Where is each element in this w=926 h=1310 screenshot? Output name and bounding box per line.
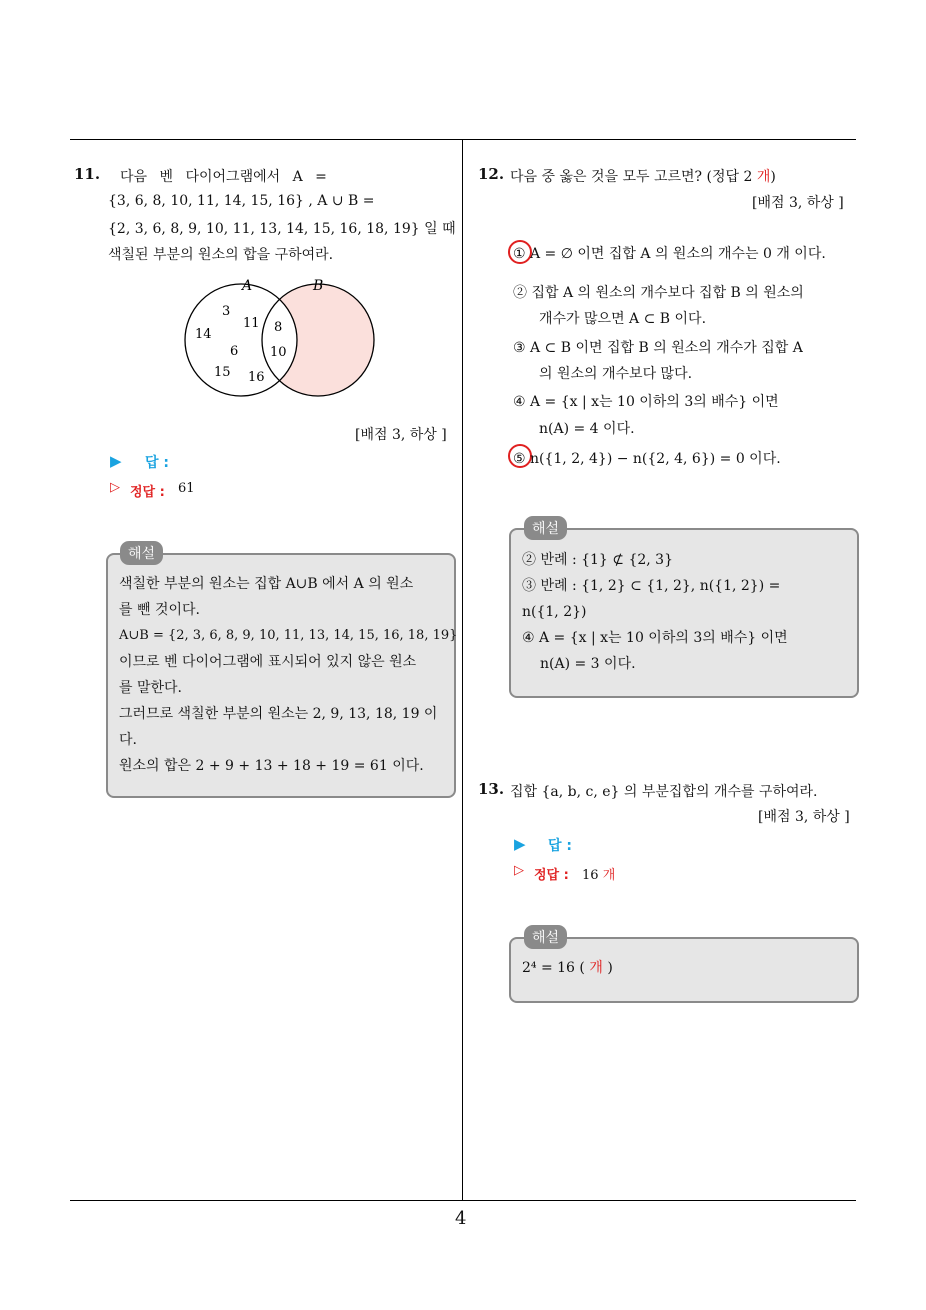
option-4-continued: n(A) = 4 이다. [539,421,635,437]
option-3-continued: 의 원소의 개수보다 많다. [539,366,693,382]
venn-element: 14 [195,327,212,342]
option-3[interactable]: ③ A ⊂ B 이면 집합 B 의 원소의 개수가 집합 A [513,340,803,356]
correct-value [582,864,615,883]
venn-diagram [180,272,380,402]
question-number: 11. [74,165,101,183]
explanation-unit: 개 [589,960,603,976]
question-text-line: 색칠된 부분의 원소의 합을 구하여라. [108,247,334,263]
venn-element: 10 [270,345,287,360]
explanation-line: 다. [119,732,137,748]
explanation-line: ④ A = {x | x는 10 이하의 3의 배수} 이면 [522,630,788,646]
correct-arrow-icon: ▷ [514,863,524,878]
explanation-line: n({1, 2}) [522,604,587,620]
explanation-line: 를 말한다. [119,680,182,696]
question-number: 13. [478,780,505,798]
answer-label: 답 : [548,838,572,854]
question-text-line: {3, 6, 8, 10, 11, 14, 15, 16} , A ∪ B = [108,193,375,209]
venn-element: 6 [230,344,239,359]
explanation-line: ③ 반례 : {1, 2} ⊂ {1, 2}, n({1, 2}) = [522,578,781,594]
explanation-tag: 해설 [524,516,567,540]
question-text [510,166,776,186]
option-1[interactable]: ① A = ∅ 이면 집합 A 의 원소의 개수는 0 개 이다. [513,246,826,262]
answer-arrow-icon: ▶ [110,452,122,470]
venn-element: 8 [274,320,283,335]
explanation-line: 를 뺀 것이다. [119,602,200,618]
score-info: [배점 3, 하상 ] [355,427,447,443]
score-info: [배점 3, 하상 ] [758,809,850,825]
option-2[interactable]: ② 집합 A 의 원소의 개수보다 집합 B 의 원소의 [513,285,804,301]
score-info: [배점 3, 하상 ] [752,195,844,211]
correct-label: 정답 : [534,868,569,883]
explanation-end: ) [607,960,613,976]
option-2-continued: 개수가 많으면 A ⊂ B 이다. [539,311,707,327]
question-text: 집합 {a, b, c, e} 의 부분집합의 개수를 구하여라. [510,784,818,800]
venn-element: 3 [222,304,231,319]
explanation-tag: 해설 [120,541,163,565]
correct-arrow-icon: ▷ [110,480,120,495]
explanation-line: 원소의 합은 2 + 9 + 13 + 18 + 19 = 61 이다. [119,758,424,774]
answer-arrow-icon: ▶ [514,835,526,853]
page-number: 4 [455,1208,467,1229]
explanation-value: 2⁴ = 16 ( [522,960,585,976]
set-b-label: B [313,278,324,294]
question-text-end: ) [770,169,776,185]
option-5[interactable]: ⑤ n({1, 2, 4}) − n({2, 4, 6}) = 0 이다. [513,451,781,467]
correct-unit: 개 [602,868,616,883]
explanation-line: 그러므로 색칠한 부분의 원소는 2, 9, 13, 18, 19 이 [119,706,438,722]
correct-label: 정답 : [130,485,165,500]
question-text-line: 다음 벤 다이어그램에서 A = [120,169,327,185]
explanation-line: n(A) = 3 이다. [540,656,636,672]
option-4[interactable]: ④ A = {x | x는 10 이하의 3의 배수} 이면 [513,394,779,410]
answer-label: 답 : [145,455,169,471]
explanation-line: 이므로 벤 다이어그램에 표시되어 있지 않은 원소 [119,654,417,670]
explanation-line: A∪B = {2, 3, 6, 8, 9, 10, 11, 13, 14, 15, 16, 18, 19} [119,628,458,643]
question-text-main: 다음 중 옳은 것을 모두 고르면? (정답 2 [510,169,753,185]
question-number: 12. [478,165,505,183]
explanation-line: 색칠한 부분의 원소는 집합 A∪B 에서 A 의 원소 [119,576,414,592]
venn-element: 11 [243,316,260,331]
correct-value: 61 [178,481,195,496]
venn-element: 15 [214,365,231,380]
explanation-tag: 해설 [524,925,567,949]
top-rule [70,139,856,140]
venn-element: 16 [248,370,265,385]
explanation-line [522,959,613,977]
set-a-label: A [242,278,253,294]
question-text-unit: 개 [756,169,771,185]
correct-number: 16 [582,868,599,883]
explanation-line: ② 반례 : {1} ⊄ {2, 3} [522,552,673,568]
question-text-line: {2, 3, 6, 8, 9, 10, 11, 13, 14, 15, 16, 18, 19} 일 때 [108,221,456,237]
column-divider [462,139,463,1201]
bottom-rule [70,1200,856,1201]
